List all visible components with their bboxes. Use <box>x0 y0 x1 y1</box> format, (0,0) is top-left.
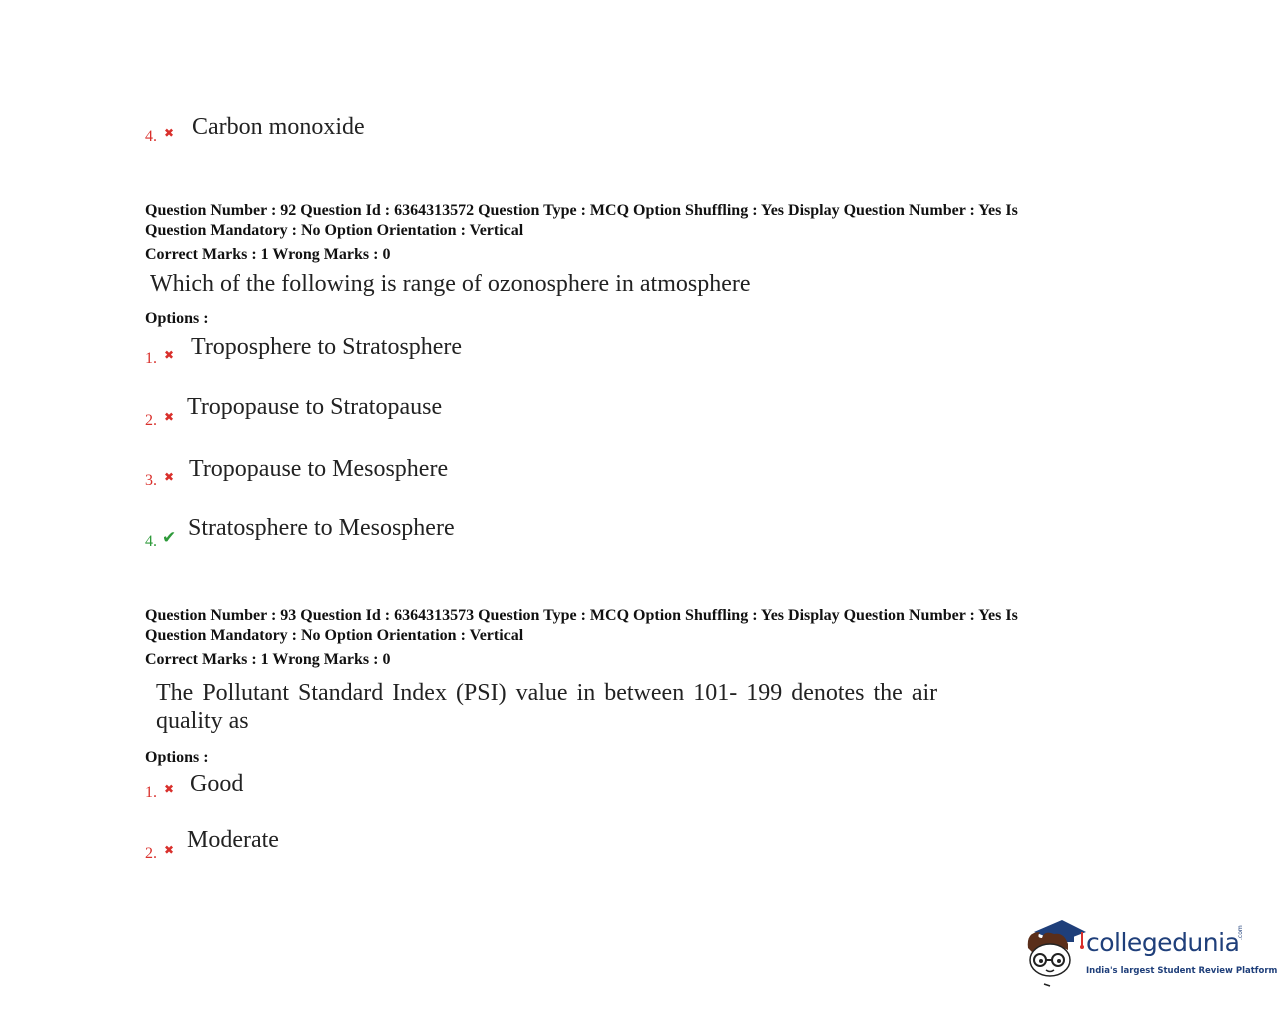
question-meta-line2: Question Mandatory : No Option Orientation : Vertical <box>145 222 524 239</box>
option-number: 1. <box>145 784 157 801</box>
question-marks: Correct Marks : 1 Wrong Marks : 0 <box>145 651 391 668</box>
wrong-mark-icon: ✖ <box>164 782 175 796</box>
option-text: Moderate <box>187 827 279 853</box>
wrong-mark-icon: ✖ <box>164 410 175 424</box>
logo-suffix: .com <box>1237 925 1244 940</box>
question-text: Which of the following is range of ozonosphere in atmosphere <box>150 271 751 297</box>
option-text: Stratosphere to Mesosphere <box>188 515 455 541</box>
mascot-icon <box>1024 918 1088 990</box>
collegedunia-logo <box>1024 918 1278 990</box>
logo-tagline: India's largest Student Review Platform <box>1086 966 1278 976</box>
question-text-line2: quality as <box>156 708 249 734</box>
logo-name: collegedunia <box>1086 928 1240 957</box>
question-meta-line2: Question Mandatory : No Option Orientation : Vertical <box>145 627 524 644</box>
question-meta-line1: Question Number : 92 Question Id : 6364313572 Question Type : MCQ Option Shuffling : Yes Display Question Number : Yes Is <box>145 202 1018 219</box>
option-number: 4. <box>145 128 157 145</box>
option-text: Troposphere to Stratosphere <box>191 334 463 360</box>
option-text: Good <box>190 771 244 797</box>
option-number: 1. <box>145 350 157 367</box>
wrong-mark-icon: ✖ <box>164 126 175 140</box>
option-number: 4. <box>145 533 157 550</box>
question-text-line1: The Pollutant Standard Index (PSI) value in between 101- 199 denotes the air <box>156 680 938 706</box>
wrong-mark-icon: ✖ <box>164 348 175 362</box>
wrong-mark-icon: ✖ <box>164 843 175 857</box>
options-label: Options : <box>145 749 209 766</box>
question-meta-line1: Question Number : 93 Question Id : 6364313573 Question Type : MCQ Option Shuffling : Yes Display Question Number : Yes Is <box>145 607 1018 624</box>
option-number: 3. <box>145 472 157 489</box>
check-mark-icon: ✔ <box>162 528 177 548</box>
option-number: 2. <box>145 845 157 862</box>
options-label: Options : <box>145 310 209 327</box>
question-marks: Correct Marks : 1 Wrong Marks : 0 <box>145 246 391 263</box>
option-text: Tropopause to Mesosphere <box>189 456 449 482</box>
wrong-mark-icon: ✖ <box>164 470 175 484</box>
option-text: Carbon monoxide <box>192 114 365 140</box>
option-number: 2. <box>145 412 157 429</box>
option-text: Tropopause to Stratopause <box>187 394 443 420</box>
